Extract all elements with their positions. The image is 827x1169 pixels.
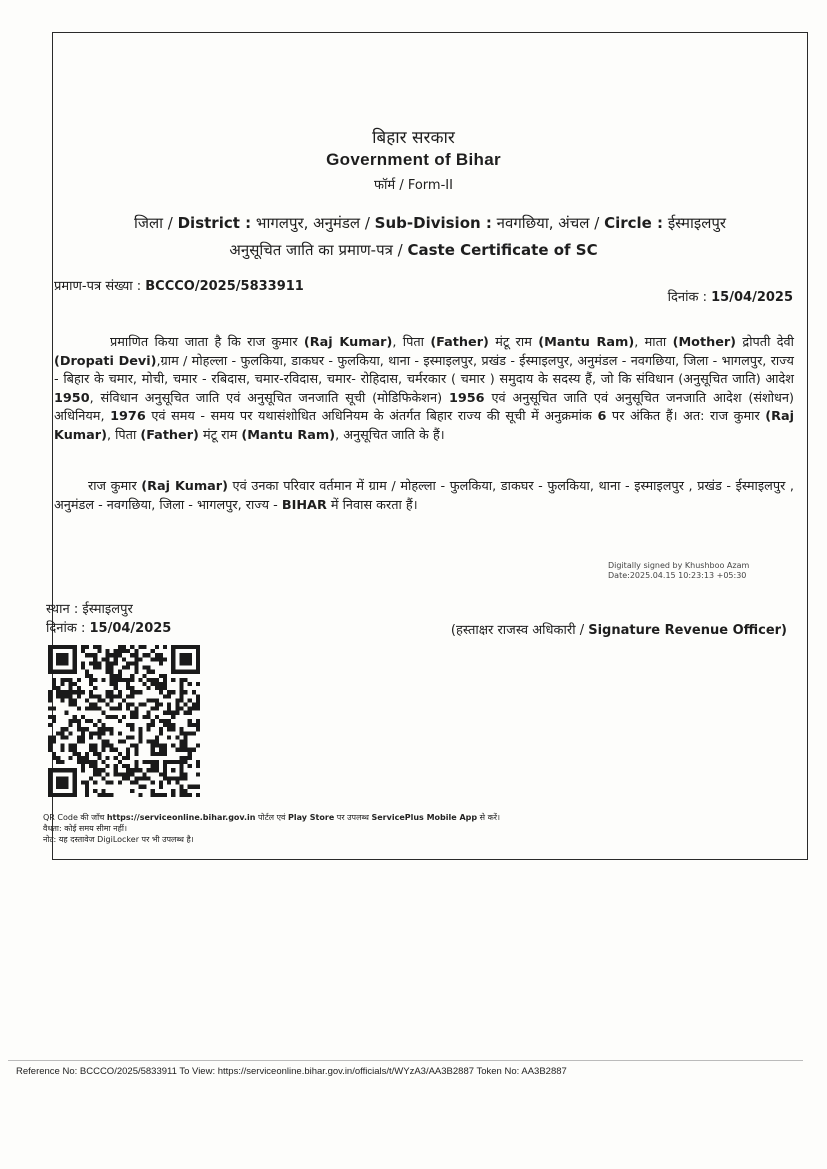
issue-date: दिनांक : 15/04/2025 — [667, 290, 793, 305]
place-and-date: स्थान : ईस्माइलपुर दिनांक : 15/04/2025 — [46, 602, 172, 636]
residence-paragraph: राज कुमार (Raj Kumar) एवं उनका परिवार वर्तमान में ग्राम / मोहल्ला - फुलकिया, डाकघर - फुलकिया, थाना - इस्माइलपुर , प्रखंड - ईस्माइलपुर , अनुमंडल - नवगछिया, जिला - भागलपुर, राज्य - BIHAR में निवास करता हैं। — [54, 479, 794, 513]
signature-label: (हस्ताक्षर राजस्व अधिकारी / Signature Revenue Officer) — [450, 623, 787, 638]
form-title: फॉर्म / Form-II — [374, 178, 453, 193]
certificate-number: प्रमाण-पत्र संख्या : BCCCO/2025/5833911 — [54, 279, 304, 294]
footer-divider — [8, 1060, 803, 1061]
digital-signature-stamp: Digitally signed by Khushboo Azam Date:2025.04.15 10:23:13 +05:30 — [608, 561, 750, 580]
certificate-title: अनुसूचित जाति का प्रमाण-पत्र / Caste Certificate of SC — [229, 241, 598, 259]
qr-code-icon[interactable] — [48, 645, 200, 797]
certification-paragraph: प्रमाणित किया जाता है कि राज कुमार (Raj Kumar), पिता (Father) मंटू राम (Mantu Ram), माता (Mother) द्रोपती देवी (Dropati Devi),ग्राम / मोहल्ला - फुलकिया, डाकघर - फुलकिया, थाना - इस्माइलपुर, प्रखंड - ईस्माइलपुर, अनुमंडल - नवगछिया, जिला - भागलपुर, राज्य - बिहार के चमार, मोची, चमार - रबिदास, चमार-रविदास, चमार- रोहिदास, चर्मरकार ( चमार ) समुदाय के सदस्य हैं, जो कि संविधान (अनुसूचित जाति) आदेश 1950, संविधान अनुसूचित जाति एवं अनुसूचित जनजाति सूची (मोडिफिकेशन) 1956 एवं अनुसूचित जाति एवं अनुसूचित जनजाति आदेश (संशोधन) अधिनियम, 1976 एवं समय - समय पर यथासंशोधित अधिनियम के अंतर्गत बिहार राज्य की सूची में अनुक्रमांक 6 पर अंकित हैं। अत: राज कुमार (Raj Kumar), पिता (Father) मंटू राम (Mantu Ram), अनुसूचित जाति के हैं। — [54, 335, 795, 443]
government-hindi-title: बिहार सरकार — [372, 128, 455, 148]
district-line: जिला / District : भागलपुर, अनुमंडल / Sub-Division : नवगछिया, अंचल / Circle : ईस्माइलपुर — [133, 214, 727, 232]
qr-verification-note: QR Code की जाँच https://serviceonline.bihar.gov.in पोर्टल एवं Play Store पर उपलब्ध ServicePlus Mobile App से करें। वैधता: कोई समय सीमा नहीं। नोट: यह दस्तावेज DigiLocker पर भी उपलब्ध है। — [43, 813, 501, 844]
government-english-title: Government of Bihar — [326, 150, 501, 169]
footer-reference: Reference No: BCCCO/2025/5833911 To View: https://serviceonline.bihar.gov.in/officials/t/WYzA3/AA3B2887 Token No: AA3B2887 — [16, 1066, 567, 1077]
